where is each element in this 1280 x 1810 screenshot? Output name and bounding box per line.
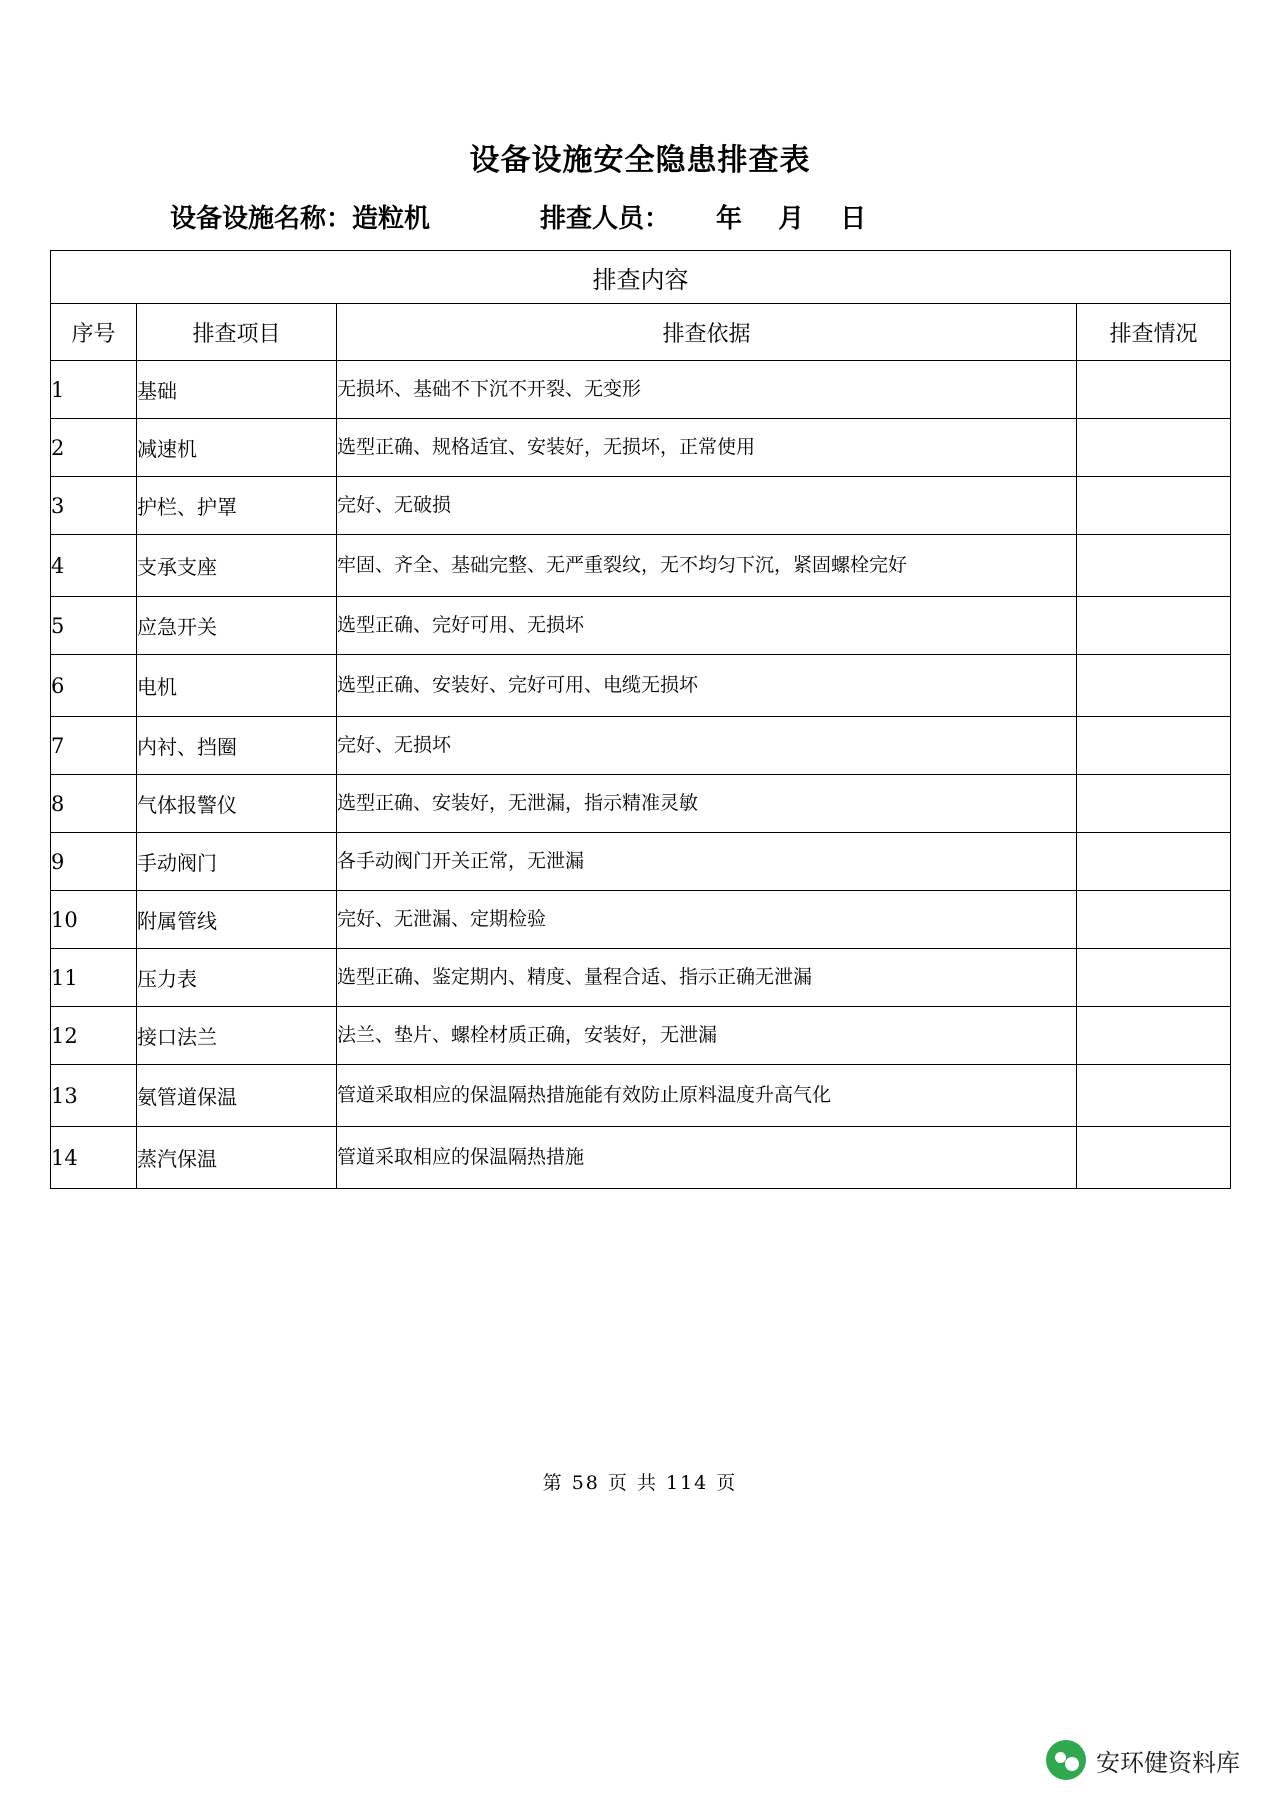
row-basis: 选型正确、规格适宜、安装好，无损坏，正常使用 — [337, 419, 1077, 477]
row-no: 13 — [51, 1065, 137, 1127]
row-basis: 完好、无损坏 — [337, 717, 1077, 775]
watermark — [1046, 1740, 1240, 1780]
table-banner-row — [51, 251, 1231, 304]
row-no: 10 — [51, 891, 137, 949]
row-result[interactable] — [1077, 535, 1231, 597]
row-no: 6 — [51, 655, 137, 717]
row-result[interactable] — [1077, 1127, 1231, 1189]
row-no: 12 — [51, 1007, 137, 1065]
table-row — [51, 477, 1231, 535]
row-basis: 管道采取相应的保温隔热措施能有效防止原料温度升高气化 — [337, 1065, 1077, 1127]
column-header-basis: 排查依据 — [337, 304, 1077, 361]
equipment-name-value: 造粒机 — [352, 203, 431, 234]
row-basis: 选型正确、安装好，无泄漏，指示精准灵敏 — [337, 775, 1077, 833]
row-item: 内衬、挡圈 — [137, 717, 337, 775]
table-row — [51, 833, 1231, 891]
row-result[interactable] — [1077, 655, 1231, 717]
row-no: 1 — [51, 361, 137, 419]
row-item: 护栏、护罩 — [137, 477, 337, 535]
row-item: 蒸汽保温 — [137, 1127, 337, 1189]
table-banner: 排查内容 — [51, 251, 1231, 304]
row-no: 2 — [51, 419, 137, 477]
table-row — [51, 535, 1231, 597]
row-basis: 选型正确、完好可用、无损坏 — [337, 597, 1077, 655]
table-row — [51, 1127, 1231, 1189]
row-item: 接口法兰 — [137, 1007, 337, 1065]
row-result[interactable] — [1077, 949, 1231, 1007]
row-item: 支承支座 — [137, 535, 337, 597]
row-result[interactable] — [1077, 1007, 1231, 1065]
row-result[interactable] — [1077, 891, 1231, 949]
row-item: 气体报警仪 — [137, 775, 337, 833]
row-result[interactable] — [1077, 477, 1231, 535]
row-result[interactable] — [1077, 361, 1231, 419]
table-row — [51, 775, 1231, 833]
table-row — [51, 597, 1231, 655]
row-no: 5 — [51, 597, 137, 655]
row-result[interactable] — [1077, 597, 1231, 655]
row-basis: 法兰、垫片、螺栓材质正确，安装好，无泄漏 — [337, 1007, 1077, 1065]
row-basis: 完好、无破损 — [337, 477, 1077, 535]
row-result[interactable] — [1077, 419, 1231, 477]
row-no: 14 — [51, 1127, 137, 1189]
row-item: 电机 — [137, 655, 337, 717]
table-row — [51, 655, 1231, 717]
row-item: 附属管线 — [137, 891, 337, 949]
row-item: 氨管道保温 — [137, 1065, 337, 1127]
column-header-item: 排查项目 — [137, 304, 337, 361]
row-result[interactable] — [1077, 833, 1231, 891]
row-no: 8 — [51, 775, 137, 833]
row-basis: 各手动阀门开关正常，无泄漏 — [337, 833, 1077, 891]
row-no: 3 — [51, 477, 137, 535]
row-basis: 牢固、齐全、基础完整、无严重裂纹，无不均匀下沉，紧固螺栓完好 — [337, 535, 1077, 597]
row-item: 压力表 — [137, 949, 337, 1007]
table-header-row — [51, 304, 1231, 361]
watermark-label: 安环健资料库 — [1096, 1748, 1240, 1777]
table-row — [51, 1065, 1231, 1127]
row-no: 11 — [51, 949, 137, 1007]
table-row — [51, 717, 1231, 775]
row-no: 7 — [51, 717, 137, 775]
row-result[interactable] — [1077, 775, 1231, 833]
brand-logo-icon — [1046, 1740, 1086, 1780]
table-row — [51, 1007, 1231, 1065]
page-title: 设备设施安全隐患排查表 — [469, 143, 811, 178]
row-item: 手动阀门 — [137, 833, 337, 891]
row-item: 基础 — [137, 361, 337, 419]
page-number: 第 58 页 共 114 页 — [542, 1472, 738, 1494]
row-basis: 选型正确、鉴定期内、精度、量程合适、指示正确无泄漏 — [337, 949, 1077, 1007]
table-row — [51, 891, 1231, 949]
row-result[interactable] — [1077, 717, 1231, 775]
date-fields: 年 月 日 — [716, 203, 873, 234]
column-header-no: 序号 — [51, 304, 137, 361]
row-item: 减速机 — [137, 419, 337, 477]
row-item: 应急开关 — [137, 597, 337, 655]
row-basis: 选型正确、安装好、完好可用、电缆无损坏 — [337, 655, 1077, 717]
equipment-name-label: 设备设施名称： — [170, 203, 353, 234]
row-basis: 无损坏、基础不下沉不开裂、无变形 — [337, 361, 1077, 419]
subtitle-row — [170, 198, 1110, 234]
row-no: 4 — [51, 535, 137, 597]
table-row — [51, 419, 1231, 477]
table-row — [51, 949, 1231, 1007]
column-header-result: 排查情况 — [1077, 304, 1231, 361]
row-result[interactable] — [1077, 1065, 1231, 1127]
table-row — [51, 361, 1231, 419]
row-basis: 完好、无泄漏、定期检验 — [337, 891, 1077, 949]
inspection-table — [50, 250, 1231, 1189]
row-basis: 管道采取相应的保温隔热措施 — [337, 1127, 1077, 1189]
row-no: 9 — [51, 833, 137, 891]
inspector-label: 排查人员： — [540, 203, 671, 234]
